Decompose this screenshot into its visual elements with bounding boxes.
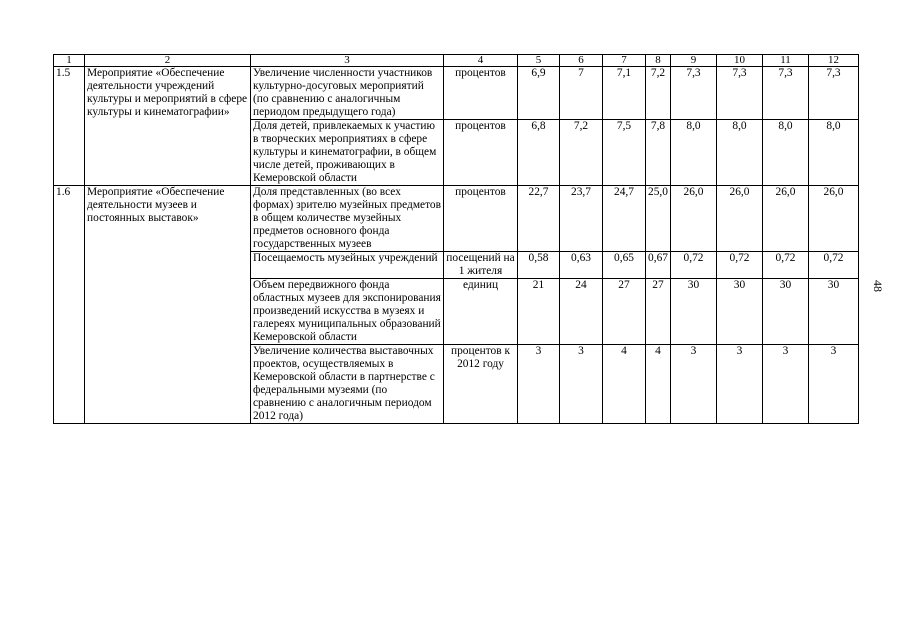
value-cell: 0,65 — [603, 252, 646, 279]
value-cell: 4 — [646, 345, 671, 424]
value-cell: 7,3 — [763, 67, 809, 120]
indicator-unit: единиц — [444, 279, 518, 345]
value-cell: 7,3 — [717, 67, 763, 120]
value-cell: 3 — [809, 345, 859, 424]
value-cell: 8,0 — [717, 120, 763, 186]
indicator-name: Доля представленных (во всех формах) зрителю музейных предметов в общем количестве музейных предметов основного фонда государственных музеев — [251, 186, 444, 252]
col-header: 2 — [85, 55, 251, 67]
indicator-name: Доля детей, привлекаемых к участию в творческих мероприятиях в сфере культуры и кинематографии, в общем числе детей, проживающих в Кемеровской области — [251, 120, 444, 186]
indicator-unit: процентов — [444, 186, 518, 252]
value-cell: 26,0 — [809, 186, 859, 252]
event-name: Мероприятие «Обеспечение деятельности учреждений культуры и мероприятий в сфере культуры и кинематографии» — [85, 67, 251, 186]
value-cell: 0,58 — [518, 252, 560, 279]
indicator-unit: процентов — [444, 120, 518, 186]
value-cell: 7 — [560, 67, 603, 120]
indicators-table — [53, 54, 859, 424]
value-cell: 21 — [518, 279, 560, 345]
value-cell: 27 — [603, 279, 646, 345]
indicator-name: Посещаемость музейных учреждений — [251, 252, 444, 279]
value-cell: 7,2 — [560, 120, 603, 186]
table-row — [54, 67, 859, 120]
indicator-unit: посещений на 1 жителя — [444, 252, 518, 279]
value-cell: 7,3 — [671, 67, 717, 120]
value-cell: 7,2 — [646, 67, 671, 120]
value-cell: 26,0 — [763, 186, 809, 252]
value-cell: 25,0 — [646, 186, 671, 252]
value-cell: 3 — [671, 345, 717, 424]
value-cell: 22,7 — [518, 186, 560, 252]
value-cell: 7,1 — [603, 67, 646, 120]
indicator-name: Увеличение количества выставочных проектов, осуществляемых в Кемеровской области в партнерстве с федеральными музеями (по сравнению с аналогичным периодом 2012 года) — [251, 345, 444, 424]
value-cell: 8,0 — [809, 120, 859, 186]
value-cell: 30 — [671, 279, 717, 345]
value-cell: 7,3 — [809, 67, 859, 120]
col-header: 5 — [518, 55, 560, 67]
value-cell: 30 — [763, 279, 809, 345]
value-cell: 26,0 — [671, 186, 717, 252]
value-cell: 3 — [763, 345, 809, 424]
row-code: 1.5 — [54, 67, 85, 186]
col-header: 3 — [251, 55, 444, 67]
value-cell: 7,5 — [603, 120, 646, 186]
indicator-unit: процентов — [444, 67, 518, 120]
col-header: 9 — [671, 55, 717, 67]
col-header: 6 — [560, 55, 603, 67]
value-cell: 0,72 — [671, 252, 717, 279]
col-header: 10 — [717, 55, 763, 67]
value-cell: 0,67 — [646, 252, 671, 279]
value-cell: 26,0 — [717, 186, 763, 252]
value-cell: 0,63 — [560, 252, 603, 279]
value-cell: 24,7 — [603, 186, 646, 252]
value-cell: 30 — [809, 279, 859, 345]
value-cell: 6,9 — [518, 67, 560, 120]
col-header: 4 — [444, 55, 518, 67]
col-header: 12 — [809, 55, 859, 67]
value-cell: 4 — [603, 345, 646, 424]
indicator-unit: процентов к 2012 году — [444, 345, 518, 424]
value-cell: 0,72 — [717, 252, 763, 279]
value-cell: 6,8 — [518, 120, 560, 186]
col-header: 1 — [54, 55, 85, 67]
value-cell: 24 — [560, 279, 603, 345]
value-cell: 3 — [560, 345, 603, 424]
value-cell: 8,0 — [763, 120, 809, 186]
row-code: 1.6 — [54, 186, 85, 424]
value-cell: 27 — [646, 279, 671, 345]
value-cell: 3 — [518, 345, 560, 424]
table-row — [54, 186, 859, 252]
event-name: Мероприятие «Обеспечение деятельности музеев и постоянных выставок» — [85, 186, 251, 424]
value-cell: 30 — [717, 279, 763, 345]
col-header: 7 — [603, 55, 646, 67]
value-cell: 7,8 — [646, 120, 671, 186]
value-cell: 0,72 — [763, 252, 809, 279]
col-header: 8 — [646, 55, 671, 67]
header-row — [54, 55, 859, 67]
indicator-name: Увеличение численности участников культурно-досуговых мероприятий (по сравнению с аналогичным периодом предыдущего года) — [251, 67, 444, 120]
value-cell: 23,7 — [560, 186, 603, 252]
indicator-name: Объем передвижного фонда областных музеев для экспонирования произведений искусства в музеях и галереях муниципальных образований Кемеровской области — [251, 279, 444, 345]
page-number: 48 — [871, 280, 885, 292]
value-cell: 0,72 — [809, 252, 859, 279]
value-cell: 8,0 — [671, 120, 717, 186]
col-header: 11 — [763, 55, 809, 67]
value-cell: 3 — [717, 345, 763, 424]
